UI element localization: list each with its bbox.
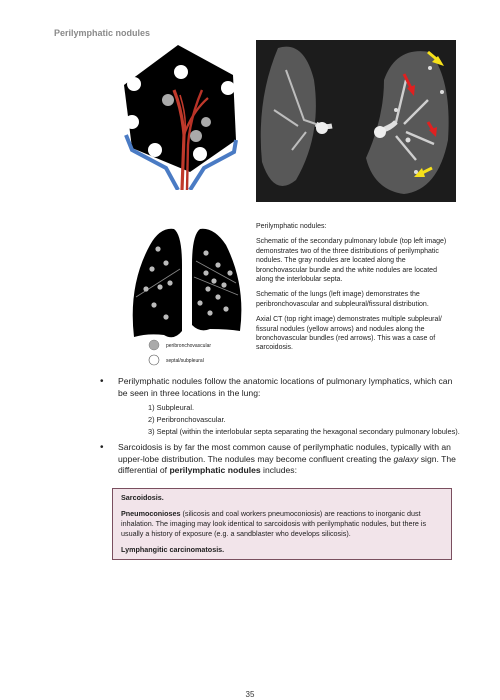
differential-pneumoconioses-text: (silicosis and coal workers pneumoconiosis) are reactions to inorganic dust inhalation. The imaging may look identical to sarcoidosis with perilymphatic nodules, but there is usually a history of exposure (e.g. a sandblaster who develops silicosis). bbox=[121, 509, 427, 538]
differential-box bbox=[112, 488, 452, 560]
lungs-schematic bbox=[130, 225, 250, 370]
differential-pneumoconioses-title: Pneumoconioses bbox=[121, 509, 181, 518]
bullet-text: includes: bbox=[260, 465, 297, 475]
bullet-item bbox=[100, 442, 460, 477]
caption-paragraph: Schematic of the secondary pulmonary lobule (top left image) demonstrates two of the three distributions of perilymphatic nodules. The gray nodules are located along the bronchovascular bundle and the white nodules are located along the interlobular septa. bbox=[256, 238, 447, 284]
legend-gray-swatch bbox=[149, 340, 159, 350]
bullet-text: Perilymphatic nodules follow the anatomic locations of pulmonary lymphatics, which can be seen in three locations in the lung: bbox=[118, 376, 453, 398]
caption-heading: Perilymphatic nodules: bbox=[256, 223, 327, 230]
septal-nodule bbox=[221, 81, 235, 95]
legend-gray-label: peribronchovascular bbox=[166, 343, 212, 349]
list-item: 2) Peribronchovascular. bbox=[148, 415, 226, 424]
peribronchovascular-nodule bbox=[201, 117, 211, 127]
septal-nodule bbox=[127, 77, 141, 91]
differential-lymphangitic: Lymphangitic carcinomatosis. bbox=[121, 545, 225, 554]
bullet-icon: • bbox=[100, 442, 104, 453]
list-item: 3) Septal (within the interlobular septa separating the hexagonal secondary pulmonary lobules). bbox=[148, 427, 460, 436]
bullet-item bbox=[100, 376, 460, 438]
septal-nodule bbox=[193, 147, 207, 161]
caption-paragraph: Axial CT (top right image) demonstrates multiple subpleural/ fissural nodules (yellow arrows) and nodules along the bronchovascular bundles (red arrows). This was a case of sarcoidosis. bbox=[256, 316, 442, 352]
page-number: 35 bbox=[245, 690, 255, 699]
septal-nodule bbox=[174, 65, 188, 79]
bullet-text: sign. The differential of bbox=[118, 453, 456, 475]
legend-white-label: septal/subpleural bbox=[166, 358, 204, 364]
figure-caption bbox=[256, 222, 456, 359]
peribronchovascular-nodule bbox=[162, 94, 174, 106]
caption-paragraph: Schematic of the lungs (left image) demonstrates the peribronchovascular and subpleural/fissural distribution. bbox=[256, 291, 429, 308]
legend-white-swatch bbox=[149, 355, 159, 365]
septal-nodule bbox=[148, 143, 162, 157]
galaxy-term: galaxy bbox=[393, 453, 419, 464]
septal-nodule bbox=[125, 115, 139, 129]
lobule-schematic bbox=[118, 40, 248, 190]
peribronchovascular-nodule bbox=[190, 130, 202, 142]
location-list bbox=[148, 402, 460, 438]
axial-ct-image bbox=[256, 40, 456, 202]
bullet-icon: • bbox=[100, 376, 104, 387]
section-header: Perilymphatic nodules bbox=[54, 28, 151, 38]
perilymphatic-term: perilymphatic nodules bbox=[169, 465, 261, 475]
body-text bbox=[100, 376, 460, 481]
differential-sarcoidosis: Sarcoidosis. bbox=[121, 493, 164, 502]
list-item: 1) Subpleural. bbox=[148, 403, 195, 412]
bullet-text: Sarcoidosis is by far the most common cause of perilymphatic nodules, typically with an upper-lobe distribution. The nodules may become confluent creating the bbox=[118, 442, 451, 464]
